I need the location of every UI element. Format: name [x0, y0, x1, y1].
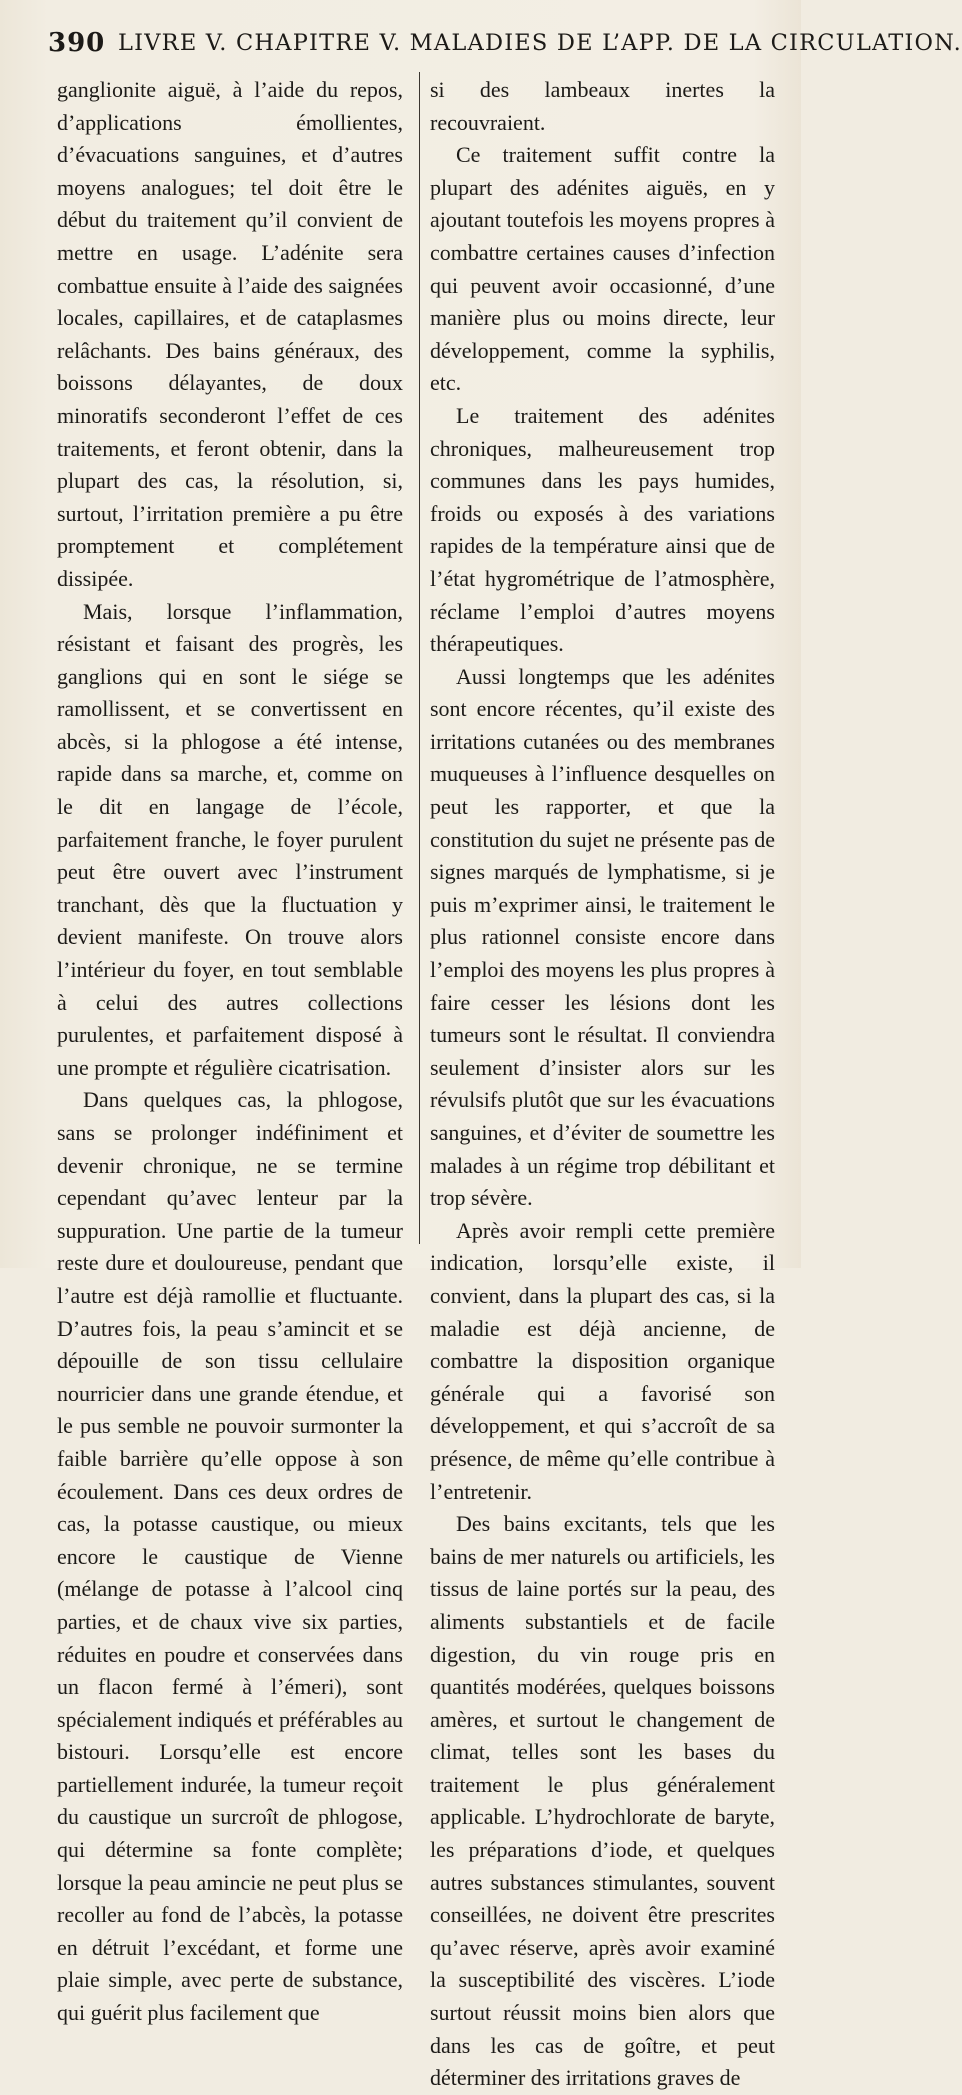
- paragraph: Après avoir rempli cette première indication, lorsqu’elle existe, il convient, dans la plupart des cas, si la maladie est déjà ancienne, de combattre la disposition organique générale qui a favorisé son développement, et qui s’accroît de sa présence, de même qu’elle contribue à l’entretenir.: [430, 1217, 775, 1504]
- paragraph: Le traitement des adénites chroniques, malheureusement trop communes dans les pays humides, froids ou exposés à des variations rapides de la température ainsi que de l’état hygrométrique de l’atmosphère, réclame l’emploi d’autres moyens thérapeutiques.: [430, 402, 775, 657]
- paragraph: Aussi longtemps que les adénites sont encore récentes, qu’il existe des irritations cutanées ou des membranes muqueuses à l’influence desquelles on peut les rapporter, et que la constitution du sujet ne présente pas de signes marqués de lymphatisme, si je puis m’exprimer ainsi, le traitement le plus rationnel consiste encore dans l’emploi des moyens les plus propres à faire cesser les lésions dont les tumeurs sont le résultat. Il conviendra seulement d’insister alors sur les révulsifs plutôt que sur les évacuations sanguines, et d’éviter de soumettre les malades à un régime trop débilitant et trop sévère.: [430, 663, 775, 1211]
- page-header: [0, 28, 962, 64]
- paragraph: Ce traitement suffit contre la plupart des adénites aiguës, en y ajoutant toutefois les moyens propres à combattre certaines causes d’infection qui peuvent avoir occasionné, d’une manière plus ou moins directe, leur développement, comme la syphilis, etc.: [430, 142, 775, 396]
- left-column: [57, 74, 403, 2030]
- running-head: LIVRE V. CHAPITRE V. MALADIES DE L’APP. DE LA CIRCULATION.: [118, 30, 962, 56]
- page-number: 390: [48, 28, 106, 58]
- paragraph: ganglionite aiguë, à l’aide du repos, d’applications émollientes, d’évacuations sanguines, et d’autres moyens analogues; tel doit être le début du traitement qu’il convient de mettre en usage. L’adénite sera combattue ensuite à l’aide des saignées locales, capillaires, et de cataplasmes relâchants. Des bains généraux, des boissons délayantes, de doux minoratifs seconderont l’effet de ces traitements, et feront obtenir, dans la plupart des cas, la résolution, si, surtout, l’irritation première a pu être promptement et complétement dissipée.: [57, 77, 403, 591]
- paragraph: Mais, lorsque l’inflammation, résistant et faisant des progrès, les ganglions qui en sont le siége se ramollissent, et se convertissent en abcès, si la phlogose a été intense, rapide dans sa marche, et, comme on le dit en langage de l’école, parfaitement franche, le foyer purulent peut être ouvert avec l’instrument tranchant, dès que la fluctuation y devient manifeste. On trouve alors l’intérieur du foyer, en tout semblable à celui des autres collections purulentes, et parfaitement disposé à une prompte et régulière cicatrisation.: [57, 598, 403, 1080]
- column-divider: [419, 72, 420, 1244]
- paragraph: si des lambeaux inertes la recouvraient.: [430, 77, 775, 135]
- right-column: [430, 74, 775, 2095]
- paragraph: Dans quelques cas, la phlogose, sans se prolonger indéfiniment et devenir chronique, ne se termine cependant qu’avec lenteur par la suppuration. Une partie de la tumeur reste dure et douloureuse, pendant que l’autre est déjà ramollie et fluctuante. D’autres fois, la peau s’amincit et se dépouille de son tissu cellulaire nourricier dans une grande étendue, et le pus semble ne pouvoir surmonter la faible barrière qu’elle oppose à son écoulement. Dans ces deux ordres de cas, la potasse caustique, ou mieux encore le caustique de Vienne (mélange de potasse à l’alcool cinq parties, et de chaux vive six parties, réduites en poudre et conservées dans un flacon fermé à l’émeri), sont spécialement indiqués et préférables au bistouri. Lorsqu’elle est encore partiellement indurée, la tumeur reçoit du caustique un surcroît de phlogose, qui détermine sa fonte complète; lorsque la peau amincie ne peut plus se recoller au fond de l’abcès, la potasse en détruit l’excédant, et forme une plaie simple, avec perte de substance, qui guérit plus facilement que: [57, 1087, 403, 2026]
- paragraph: Des bains excitants, tels que les bains de mer naturels ou artificiels, les tissus de laine portés sur la peau, des aliments substantiels et de facile digestion, du vin rouge pris en quantités modérées, quelques boissons amères, et surtout le changement de climat, telles sont les bases du traitement le plus généralement applicable. L’hydrochlorate de baryte, les préparations d’iode, et quelques autres substances stimulantes, souvent conseillées, ne doivent être prescrites qu’avec réserve, après avoir examiné la susceptibilité des viscères. L’iode surtout réussit moins bien alors que dans les cas de goître, et peut déterminer des irritations graves de: [430, 1511, 775, 2091]
